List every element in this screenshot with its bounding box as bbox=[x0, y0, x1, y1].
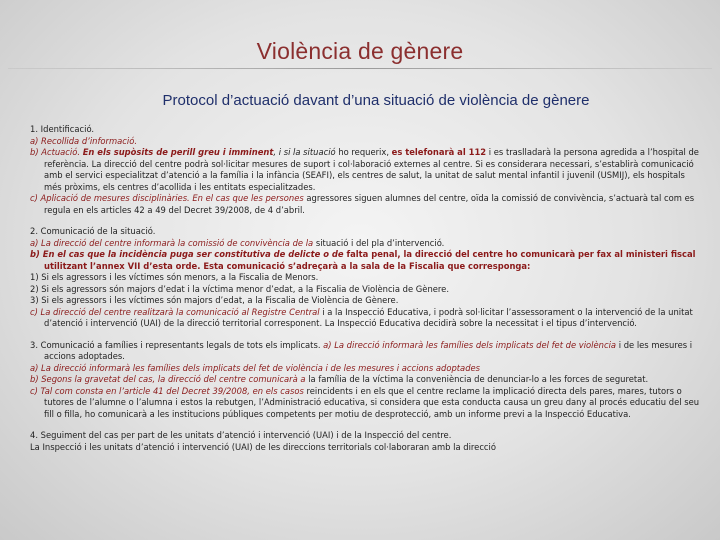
section-3-item-a: a) La direcció informarà les famílies dels implicats del fet de violència i de les mesures i accions adoptades bbox=[30, 362, 481, 373]
item-b-label: b) Actuació. bbox=[30, 147, 83, 157]
slide-subtitle: Protocol d’actuació davant d’una situació de violència de gènere bbox=[162, 92, 590, 109]
section-1-heading: 1. Identificació. bbox=[30, 124, 95, 134]
item-b-text: la família de la víctima la conveniència de denunciar-lo a les forces de seguretat. bbox=[305, 374, 649, 384]
item-a-text: situació i del pla d’intervenció. bbox=[313, 237, 445, 248]
item-b-text: falta penal, la direcció del centre ho comunicarà per fax al ministeri fiscal utilitzant l’annex VII d’esta orde. Esta comunicació s’adreçarà a la sala de la Fiscalia que corresponga: bbox=[44, 249, 696, 271]
section-1-item-a: a) Recollida d’informació. bbox=[30, 135, 137, 146]
item-b-text: ho requerix, bbox=[335, 147, 392, 157]
item-b-emphasis: En els supòsits de perill greu i imminent bbox=[82, 147, 274, 157]
title-divider bbox=[8, 68, 712, 69]
section-2-item-b bbox=[30, 249, 705, 272]
item-b-emphasis: b) Segons la gravetat del cas, la direcció del centre comunicarà a bbox=[30, 374, 306, 384]
section-4-heading: 4. Seguiment del cas per part de les unitats d’atenció i intervenció (UAI) i de la Inspecció del centre. bbox=[30, 430, 452, 440]
section-2-list-3: 3) Si els agressors i les víctimes són majors d’edat, a la Fiscalia de Violència de Gènere. bbox=[30, 295, 399, 305]
item-c-emphasis: c) Aplicació de mesures disciplinàries. En el cas que les persones bbox=[30, 193, 304, 203]
slide-title: Violència de gènere bbox=[256, 38, 464, 64]
item-c-emphasis: c) Tal com consta en l’article 41 del Decret 39/2008, en els casos bbox=[30, 385, 304, 396]
item-c-text: reincidents i en els que el centre reclame la implicació directa dels pares, mares, tutors o tutores de l’alumne o l’alumna i estos la rebutgen, l’Administració educativa, si considera que esta conducta causa un greu dany al procés educatiu del seu fill o filla, ho comunicarà a les institucions públiques competents per motiu de desprotecció, amb un informe previ a la Inspecció Educativa. bbox=[44, 385, 700, 419]
item-b-phone: es telefonarà al 112 bbox=[391, 147, 487, 157]
section-3-item-b bbox=[30, 374, 705, 386]
item-c-emphasis: c) La direcció del centre realitzarà la comunicació al Registre Central bbox=[30, 306, 320, 317]
heading-text: 3. Comunicació a famílies i representants legals de tots els implicats. bbox=[30, 339, 324, 350]
section-2-item-a bbox=[30, 238, 705, 250]
heading-emphasis: a) La direcció informarà les famílies dels implicats del fet de violència bbox=[323, 339, 617, 350]
section-2-list-2: 2) Si els agressors són majors d’edat i la víctima menor d’edat, a la Fiscalia de Violència de Gènere. bbox=[30, 283, 449, 294]
item-b-rest: i es traslladarà la persona agredida a l’hospital de referència. La direcció del centre podrà sol·licitar mesures de suport i col·laboració externes al centre. Si es considerara necessari, s’establirà comunicació amb el servici especialitzat d’atenció a la família i la infància (SEAFI), els centres de salut, la unitat de salut mental infantil i juvenil (USMIJ), els hospitals més pròxims, els centres d’acollida i les entitats especialitzades. bbox=[44, 147, 699, 192]
item-b-emphasis: b) En el cas que la incidència puga ser constitutiva de delicte o de bbox=[30, 249, 344, 259]
item-a-emphasis: a) La direcció del centre informarà la comissió de convivència de la bbox=[30, 237, 314, 248]
section-1-item-b bbox=[30, 147, 705, 193]
section-1-item-c bbox=[30, 193, 705, 216]
section-4-text: La Inspecció i les unitats d’atenció i intervenció (UAI) de les direccions territorials col·laboraran amb la direcció bbox=[30, 441, 496, 452]
section-2-list-1: 1) Si els agressors i les víctimes són menors, a la Fiscalia de Menors. bbox=[30, 272, 319, 282]
section-2-heading: 2. Comunicació de la situació. bbox=[30, 226, 156, 236]
item-c-text: agressores siguen alumnes del centre, oïda la comissió de convivència, s’actuarà tal com es regula en els articles 42 a 49 del Decret 39/2008, de 4 d’abril. bbox=[44, 193, 695, 215]
section-2-item-c bbox=[30, 307, 705, 330]
heading-rest: i de les mesures i accions adoptades. bbox=[44, 339, 693, 361]
protocol-body bbox=[30, 124, 705, 453]
section-3-heading bbox=[30, 340, 705, 363]
section-3-item-c bbox=[30, 386, 705, 421]
item-c-text: i a la Inspecció Educativa, i podrà sol·licitar l’assessorament o la intervenció de la unitat d’atenció i intervenció (UAI) de la direcció territorial corresponent. La Inspecció Educativa decidirà sobre la necessitat i el tipus d’intervenció. bbox=[44, 306, 693, 328]
item-b-italic: , i si la situació bbox=[273, 147, 336, 157]
